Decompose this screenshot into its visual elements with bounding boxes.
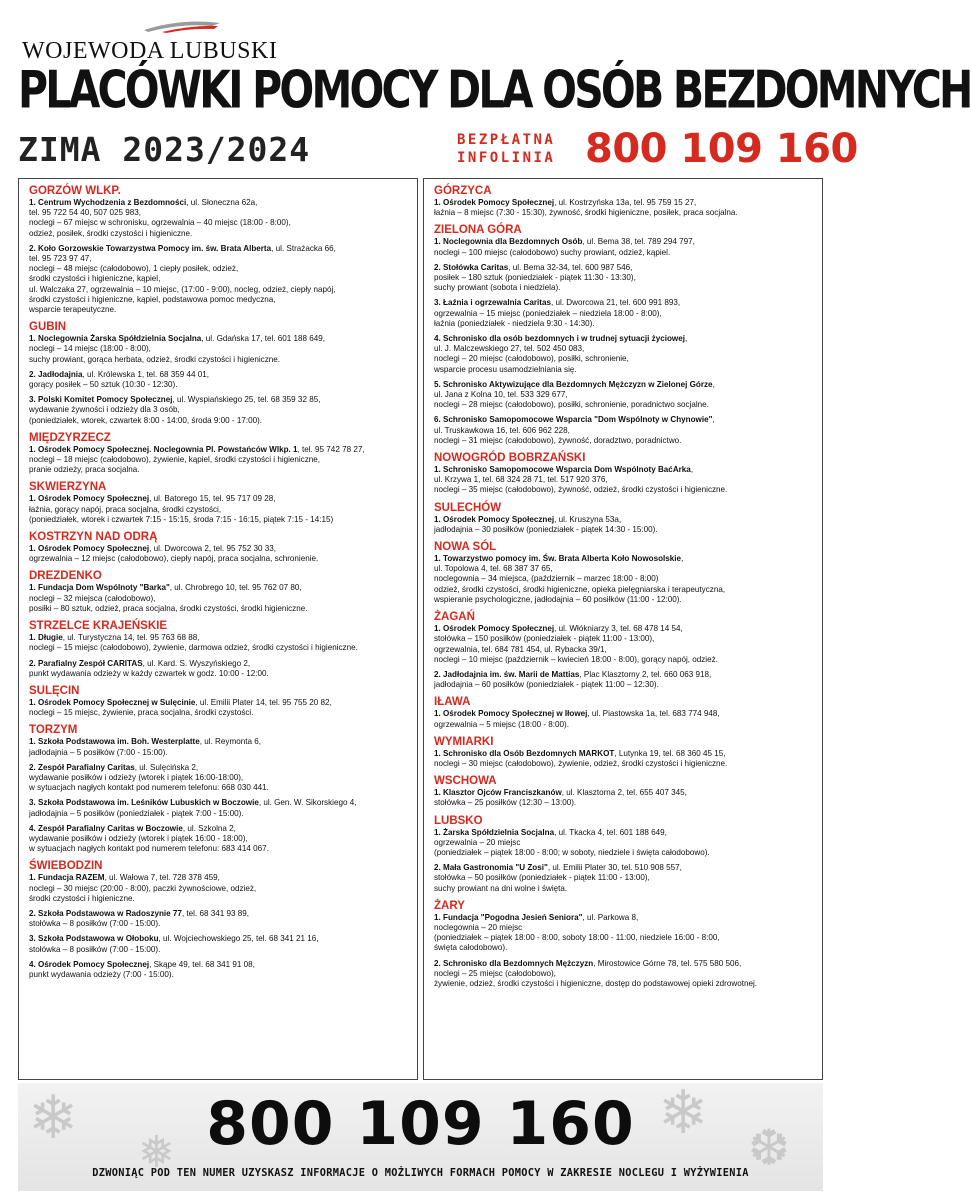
infolinia-label xyxy=(457,131,555,167)
facility-entry: 1. Ośrodek Pomocy Społecznej, ul. Batorego 15, tel. 95 717 09 28, łaźnia, gorący napój, praca socjalna, środki czystości, (poniedziałek, wtorek i czwartek 7:15 - 15:15, środa 7:15 - 16:15, piątek 7:15 - 14:15) xyxy=(29,494,334,524)
facility-entry: 1. Noclegownia dla Bezdomnych Osób, ul. Bema 38, tel. 789 294 797, noclegi – 100 miejsc (całodobowo) suchy prowiant, odzież, kąpiel. xyxy=(434,237,695,257)
facility-entry: 1. Klasztor Ojców Franciszkanów, ul. Klasztorna 2, tel. 655 407 345, stołówka – 25 posiłków (12:30 – 13:00). xyxy=(434,788,687,808)
footer-info-text: DZWONIĄC POD TEN NUMER UZYSKASZ INFORMACJE O MOŻLIWYCH FORMACH POMOCY W ZAKRESIE NOCLEGU I WYŻYWIENIA xyxy=(92,1167,749,1179)
facility-entry: 2. Stołówka Caritas, ul. Bema 32-34, tel. 600 987 546, posiłek – 180 sztuk (poniedziałek - piątek 11:30 - 13:30), suchy prowiant (sobota i niedziela). xyxy=(434,262,636,293)
facility-entry: 1. Schronisko Samopomocowe Wsparcia Dom Wspólnoty BaćArka, ul. Krzywa 1, tel. 68 324 28 71, tel. 517 920 376, noclegi – 35 miejsc (całodobowo), żywność, odzież, środki czystości i higieniczne. xyxy=(434,465,728,495)
facility-entry: 1. Ośrodek Pomocy Społecznej. Noclegownia Pl. Powstańców Wlkp. 1, tel. 95 742 78 27, noclegi – 18 miejsc (całodobowo), żywienie, kąpiel, środki czystości i higieniczne, pranie odzieży, praca socjalna. xyxy=(29,444,365,475)
facility-entry: 1. Szkoła Podstawowa im. Boh. Westerplatte, ul. Reymonta 6, jadłodajnia – 5 posiłków (7:00 - 15:00). xyxy=(29,737,261,757)
facility-entry: 2. Parafialny Zespół CARITAS, ul. Kard. S. Wyszyńskiego 2, punkt wydawania odzieży w każdy czwartek w godz. 10:00 - 12:00. xyxy=(29,658,269,678)
facility-entry: 1. Ośrodek Pomocy Społecznej, ul. Kostrzyńska 13a, tel. 95 759 15 27, łaźnia – 8 miejsc (7:30 - 15:30), żywność, środki higieniczne, posiłek, praca socjalna. xyxy=(434,198,738,218)
facility-entry: 1. Ośrodek Pomocy Społecznej w Iłowej, ul. Piastowska 1a, tel. 683 774 948, ogrzewalnia – 5 miejsc (18:00 - 8:00). xyxy=(434,709,720,729)
city-heading: DREZDENKO xyxy=(29,570,102,583)
facility-entry: 6. Schronisko Samopomocowe Wsparcia "Dom Wspólnoty w Chynowie", ul. Truskawkowa 16, tel. 606 962 228, noclegi – 31 miejsc (całodobowo), żywność, doradztwo, poradnictwo. xyxy=(434,415,715,445)
city-heading: ŻARY xyxy=(434,899,465,912)
facility-entry: 1. Fundacja Dom Wspólnoty "Barka", ul. Chrobrego 10, tel. 95 762 07 80, noclegi – 32 miejsca (całodobowo), posiłki – 80 sztuk, odzież, praca socjalna, środki czystości, środki higieniczne. xyxy=(29,583,308,613)
facility-entry: 1. Fundacja RAZEM, ul. Wałowa 7, tel. 728 378 459, noclegi – 30 miejsc (20:00 - 8:00), paczki żywnościowe, odzież, środki czystości i higieniczne. xyxy=(29,873,257,903)
facility-entry: 2. Jadłodajnia im. św. Marii de Mattias, Plac Klasztorny 2, tel. 660 063 918, jadłodajnia – 60 posiłków (poniedziałek - piątek 11:00 – 12:30). xyxy=(434,669,712,690)
eagle-wing-icon xyxy=(142,20,222,34)
city-heading: WSCHOWA xyxy=(434,775,497,788)
city-heading: ŚWIEBODZIN xyxy=(29,860,103,873)
facility-entry: 1. Żarska Spółdzielnia Socjalna, ul. Tkacka 4, tel. 601 188 649, ogrzewalnia – 20 miejsc (poniedziałek – piątek 18:00 - 8:00; w soboty, niedziele i święta całodobowo). xyxy=(434,827,710,857)
facility-entry: 2. Zespół Parafialny Caritas, ul. Sulęcińska 2, wydawanie posiłków i odzieży (wtorek i piątek 16:00-18:00), w sytuacjach nagłych kontakt pod numerem telefonu: 668 030 441. xyxy=(29,762,269,793)
facility-entry: 1. Ośrodek Pomocy Społecznej w Sulęcinie, ul. Emilii Plater 14, tel. 95 755 20 82, noclegi – 15 miejsc, żywienie, praca socjalna, środki czystości. xyxy=(29,697,332,718)
city-heading: MIĘDZYRZECZ xyxy=(29,431,111,444)
facility-entry: 1. Ośrodek Pomocy Społecznej, ul. Dworcowa 2, tel. 95 752 30 33, ogrzewalnia – 12 miejsc (całodobowo), ciepły napój, praca socjalna, schronienie. xyxy=(29,544,319,564)
city-heading: IŁAWA xyxy=(434,696,471,709)
city-heading: NOWOGRÓD BOBRZAŃSKI xyxy=(434,452,586,465)
facility-entry: 2. Schronisko dla Bezdomnych Mężczyzn, Mirostowice Górne 78, tel. 575 580 506, noclegi – 25 miejsc (całodobowo), żywienie, odzież, środki czystości i higieniczne, dostęp do podstawowej opieki zdrowotnej. xyxy=(434,958,758,988)
snowflake-icon: ❆ xyxy=(748,1120,790,1176)
season-label: ZIMA 2023/2024 xyxy=(18,130,311,169)
facility-entry: 5. Schronisko Aktywizujące dla Bezdomnych Mężczyzn w Zielonej Górze, ul. Jana z Kolna 10, tel. 533 329 677, noclegi – 28 miejsc (całodobowo), posiłki, schronienie, poradnictwo socjalne. xyxy=(434,379,715,410)
snowflake-icon: ❄ xyxy=(658,1079,709,1146)
facility-entry: 2. Koło Gorzowskie Towarzystwa Pomocy im. św. Brata Alberta, ul. Strażacka 66, tel. 95 723 97 47, noclegi – 48 miejsc (całodobowo), 1 ciepły posiłek, odzież, środki czystości i higieniczne, kąpiel, ul. Walczaka 27, ogrzewalnia – 10 miejsc, (17:00 - 9:00), nocleg, odzież, ciepły napój, środki czystości i higieniczne, kąpiel, podstawowa pomoc medyczna, wsparcie terapeutyczne. xyxy=(29,243,336,315)
facility-entry: 3. Polski Komitet Pomocy Społecznej, ul. Wyspiańskiego 25, tel. 68 359 32 85, wydawanie żywności i odzieży dla 3 osób, (poniedziałek, wtorek, czwartek 8:00 - 14:00, środa 9:00 - 17:00). xyxy=(29,395,321,425)
city-heading: TORZYM xyxy=(29,724,78,737)
city-heading: ŻAGAŃ xyxy=(434,611,475,624)
city-heading: LUBSKO xyxy=(434,814,483,827)
city-heading: ZIELONA GÓRA xyxy=(434,224,522,237)
facility-entry: 1. Noclegownia Żarska Spółdzielnia Socjalna, ul. Gdańska 17, tel. 601 188 649, noclegi – 14 miejsc (18:00 - 8:00), suchy prowiant, gorąca herbata, odzież, środki czystości i higieniczne. xyxy=(29,334,326,364)
facility-entry: 1. Towarzystwo pomocy im. Św. Brata Alberta Koło Nowosolskie, ul. Topolowa 4, tel. 68 387 37 65, noclegownia – 34 miejsca, (październik – marzec 18:00 - 8:00) odzież, środki czystości, środki higieniczne, opieka pielęgniarska i terapeutyczna, wspieranie psychologiczne, jadłodajnia – 60 posiłków (11:00 - 12:00). xyxy=(434,554,726,604)
logo-text: WOJEWODA LUBUSKI xyxy=(22,38,278,64)
infolinia-text: BEZPŁATNA INFOLINIA xyxy=(457,132,556,166)
city-heading: KOSTRZYN NAD ODRĄ xyxy=(29,531,158,544)
left-column xyxy=(18,178,418,1080)
facility-entry: 1. Centrum Wychodzenia z Bezdomności, ul. Słoneczna 62a, tel. 95 722 54 40, 507 025 983, noclegi – 67 miejsc w schronisku, ogrzewalnia – 40 miejsc (18:00 - 8:00), odzież, posiłek, środki czystości i higieniczne. xyxy=(29,198,291,238)
facility-entry: 3. Szkoła Podstawowa im. Leśników Lubuskich w Boczowie, ul. Gen. W. Sikorskiego 4, jadłodajnia – 5 posiłków (poniedziałek - piątek 7:00 - 15:00). xyxy=(29,798,357,818)
facility-entry: 2. Szkoła Podstawowa w Radoszynie 77, tel. 68 341 93 89, stołówka – 8 posiłków (7:00 - 15:00). xyxy=(29,908,249,929)
city-heading: SKWIERZYNA xyxy=(29,481,107,494)
snowflake-icon: ❅ xyxy=(138,1128,175,1177)
city-heading: GUBIN xyxy=(29,321,67,334)
helpline-number: 800 109 160 xyxy=(585,126,858,172)
city-heading: SULECHÓW xyxy=(434,501,502,514)
city-heading: GORZÓW WLKP. xyxy=(29,185,121,197)
footer-banner xyxy=(18,1079,823,1191)
facility-entry: 1. Ośrodek Pomocy Społecznej, ul. Włókniarzy 3, tel. 68 478 14 54, stołówka – 150 posiłków (poniedziałek - piątek 11:00 - 13:00), ogrzewalnia, tel. 684 781 454, ul. Rybacka 39/1, noclegi – 10 miejsc (październik – kwiecień 18:00 - 8:00), gorący napój, odzież. xyxy=(434,624,718,664)
snowflake-icon: ❄ xyxy=(28,1084,79,1151)
right-column xyxy=(423,178,823,1080)
page-title: PLACÓWKI POMOCY DLA OSÓB BEZDOMNYCH xyxy=(18,60,971,120)
facility-entry: 1. Długie, ul. Turystyczna 14, tel. 95 763 68 88, noclegi – 15 miejsc (całodobowo), żywienie, darmowa odzież, środki czystości i higieniczne. xyxy=(29,633,358,653)
facility-entry: 2. Mała Gastronomia "U Zosi", ul. Emilii Plater 30, tel. 510 908 557, stołówka – 50 posiłków (poniedziałek - piątek 11:00 - 13:00), suchy prowiant na dni wolne i święta. xyxy=(434,863,682,893)
city-heading: NOWA SÓL xyxy=(434,541,497,554)
city-heading: STRZELCE KRAJEŃSKIE xyxy=(29,620,168,633)
city-heading: SULĘCIN xyxy=(29,684,80,697)
facility-entry: 1. Fundacja "Pogodna Jesień Seniora", ul. Parkowa 8, noclegownia – 20 miejsc (poniedziałek – piątek 18:00 - 8:00, soboty 18:00 - 11:00, niedziele 16:00 - 8:00, święta całodobowo). xyxy=(434,912,720,953)
facility-entry: 1. Ośrodek Pomocy Społecznej, ul. Kruszyna 53a, jadłodajnia – 30 posiłków (poniedziałek - piątek 14:30 - 15:00). xyxy=(434,514,658,534)
city-heading: GÓRZYCA xyxy=(434,185,492,197)
facility-entry: 4. Schronisko dla osób bezdomnych i w trudnej sytuacji życiowej, ul. J. Malczewskiego 27, tel. 502 450 083, noclegi – 20 miejsc (całodobowo), posiłki, schronienie, wsparcie procesu usamodzielniania się. xyxy=(434,334,688,374)
city-heading: WYMIARKI xyxy=(434,735,494,748)
facility-entry: 2. Jadłodajnia, ul. Królewska 1, tel. 68 359 44 01, gorący posiłek – 50 sztuk (10:30 - 12:30). xyxy=(29,369,209,390)
facility-entry: 3. Szkoła Podstawowa w Ołoboku, ul. Wojciechowskiego 25, tel. 68 341 21 16, stołówka – 8 posiłków (7:00 - 15:00). xyxy=(29,934,319,954)
footer-phone-number: 800 109 160 xyxy=(206,1089,635,1159)
facility-entry: 4. Zespół Parafialny Caritas w Boczowie, ul. Szkolna 2, wydawanie posiłków i odzieży (wtorek i piątek 16:00 - 18:00), w sytuacjach nagłych kontakt pod numerem telefonu: 683 414 067. xyxy=(29,823,269,854)
facility-entry: 1. Schronisko dla Osób Bezdomnych MARKOT, Lutynka 19, tel. 68 360 45 15, noclegi – 30 miejsc (całodobowo), żywienie, odzież, środki czystości i higieniczne. xyxy=(434,748,728,768)
facility-entry: 4. Ośrodek Pomocy Społecznej, Skąpe 49, tel. 68 341 91 08, punkt wydawania odzieży (7:00 - 15:00). xyxy=(29,959,255,979)
facility-entry: 3. Łaźnia i ogrzewalnia Caritas, ul. Dworcowa 21, tel. 600 991 893, ogrzewalnia – 15 miejsc (poniedziałek – niedziela 18:00 - 8:00), łaźnia (poniedziałek - niedziela 9:30 - 14:30). xyxy=(434,298,681,328)
